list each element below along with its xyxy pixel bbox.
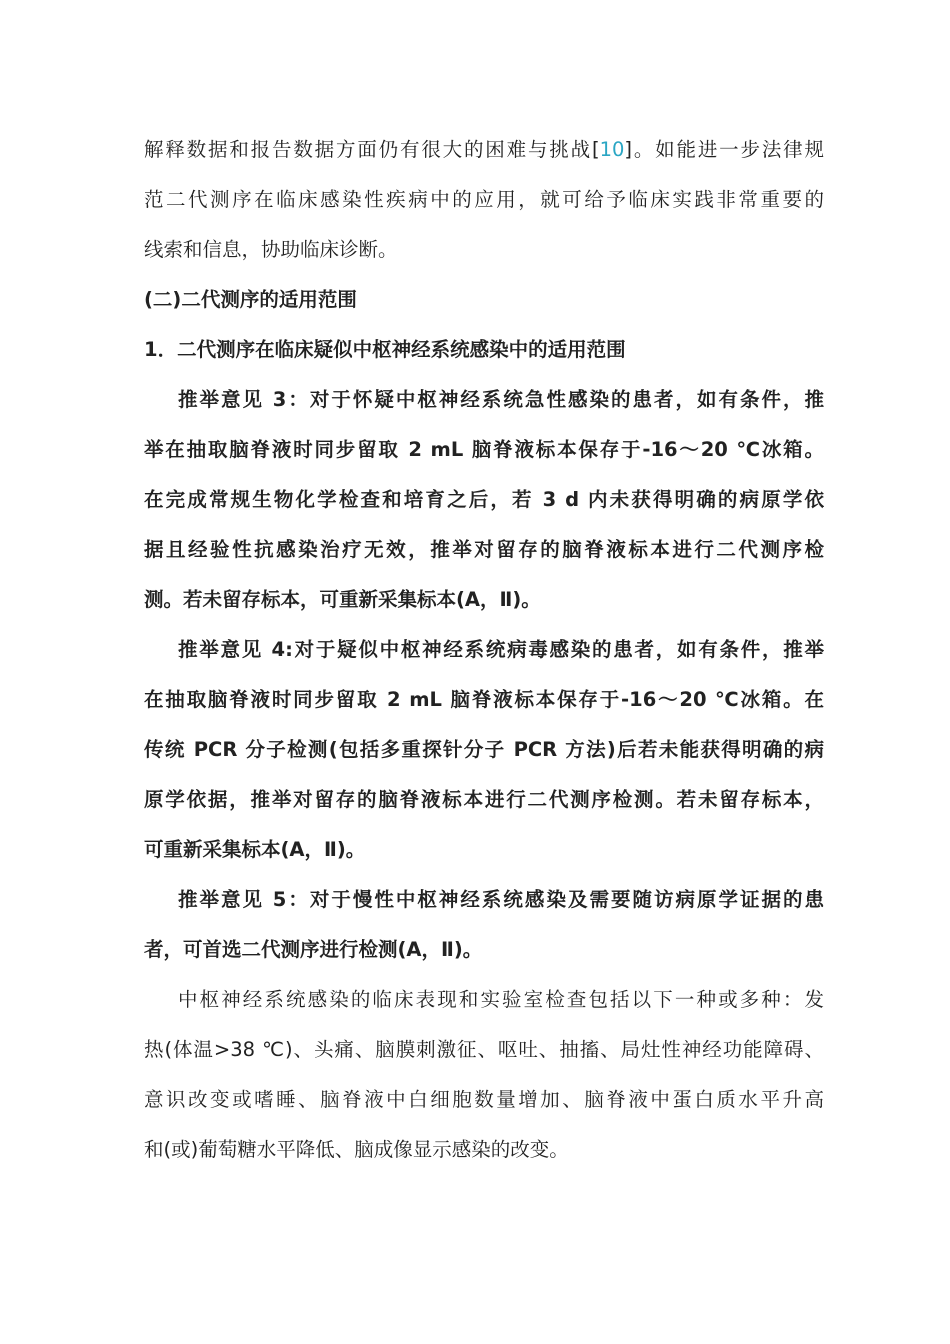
- intro-line-3: 线索和信息，协助临床诊断。: [144, 238, 398, 261]
- criteria-line: 意识改变或嗜睡、脑脊液中白细胞数量增加、脑脊液中蛋白质水平升高: [144, 1088, 824, 1111]
- rec3-line: 推举意见 3：对于怀疑中枢神经系统急性感染的患者，如有条件，推: [178, 388, 824, 411]
- rec4-line: 推举意见 4:对于疑似中枢神经系统病毒感染的患者，如有条件，推举: [178, 638, 824, 661]
- subsection-heading: 1．二代测序在临床疑似中枢神经系统感染中的适用范围: [144, 338, 626, 361]
- rec5-line: 推举意见 5：对于慢性中枢神经系统感染及需要随访病原学证据的患: [178, 888, 824, 911]
- rec4-line: 传统 PCR 分子检测(包括多重探针分子 PCR 方法)后若未能获得明确的病: [144, 738, 824, 761]
- rec5-line: 者，可首选二代测序进行检测(A，Ⅱ)。: [144, 938, 483, 961]
- rec4-line: 可重新采集标本(A，Ⅱ)。: [144, 838, 366, 861]
- criteria-line: 和(或)葡萄糖水平降低、脑成像显示感染的改变。: [144, 1138, 569, 1161]
- intro-text: ]。如能进一步法律规: [624, 138, 824, 161]
- rec3-line: 测。若未留存标本，可重新采集标本(A，Ⅱ)。: [144, 588, 541, 611]
- rec3-line: 据且经验性抗感染治疗无效，推举对留存的脑脊液标本进行二代测序检: [144, 538, 824, 561]
- criteria-line: 中枢神经系统感染的临床表现和实验室检查包括以下一种或多种：发: [178, 988, 824, 1011]
- intro-text: 解释数据和报告数据方面仍有很大的困难与挑战[: [144, 138, 600, 161]
- citation-link[interactable]: 10: [599, 138, 625, 161]
- intro-line-2: 范二代测序在临床感染性疾病中的应用，就可给予临床实践非常重要的: [144, 188, 824, 211]
- rec4-line: 原学依据，推举对留存的脑脊液标本进行二代测序检测。若未留存标本，: [144, 788, 824, 811]
- rec3-line: 举在抽取脑脊液时同步留取 2 mL 脑脊液标本保存于-16～20 ℃冰箱。: [144, 438, 824, 461]
- criteria-line: 热(体温>38 ℃)、头痛、脑膜刺激征、呕吐、抽搐、局灶性神经功能障碍、: [144, 1038, 824, 1061]
- intro-line-1: [144, 135, 824, 165]
- rec3-line: 在完成常规生物化学检查和培育之后，若 3 d 内未获得明确的病原学依: [144, 488, 824, 511]
- rec4-line: 在抽取脑脊液时同步留取 2 mL 脑脊液标本保存于-16～20 ℃冰箱。在: [144, 688, 824, 711]
- section-heading: (二)二代测序的适用范围: [144, 288, 357, 311]
